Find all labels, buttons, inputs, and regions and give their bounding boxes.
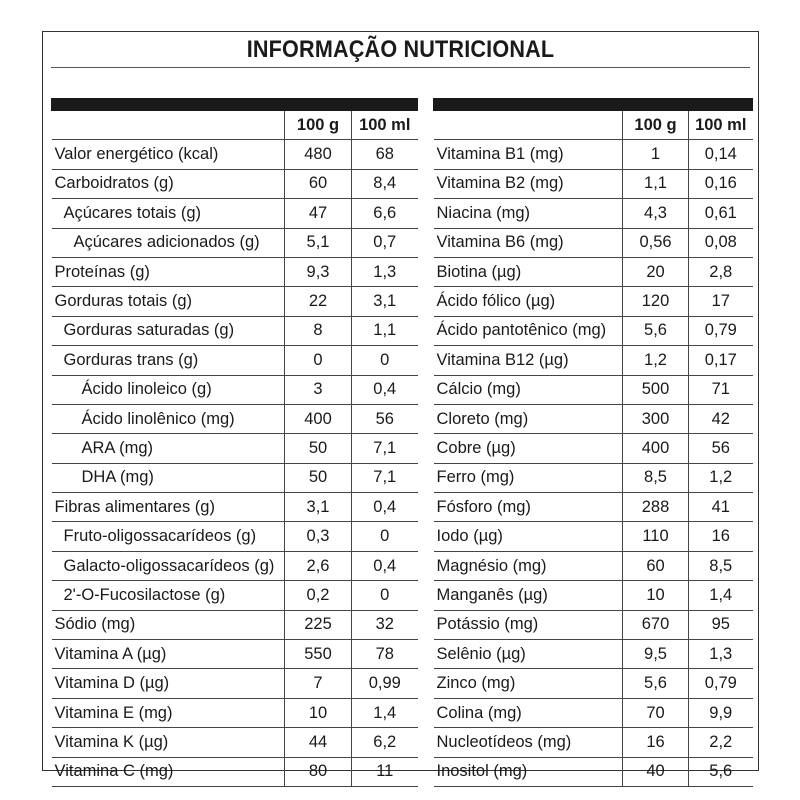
table-row <box>434 346 753 375</box>
table-row <box>52 669 418 698</box>
nutrient-name: ARA (mg) <box>52 434 285 463</box>
value-per-100ml: 0,79 <box>689 316 753 345</box>
table-row <box>52 169 418 198</box>
table-header <box>52 111 418 140</box>
nutrient-name: Iodo (µg) <box>434 522 623 551</box>
value-per-100g: 9,5 <box>623 640 689 669</box>
header-bar <box>52 99 418 111</box>
value-per-100ml: 9,9 <box>689 698 753 727</box>
table-row <box>52 404 418 433</box>
table-row <box>52 728 418 757</box>
nutrient-name: Nucleotídeos (mg) <box>434 728 623 757</box>
value-per-100ml: 11 <box>352 757 418 786</box>
column-header-100ml: 100 ml <box>689 111 753 140</box>
table-row <box>52 140 418 169</box>
value-per-100g: 288 <box>623 493 689 522</box>
nutrient-name: Cobre (µg) <box>434 434 623 463</box>
table-row <box>52 522 418 551</box>
value-per-100g: 1,1 <box>623 169 689 198</box>
nutrient-name: Ácido linolênico (mg) <box>52 404 285 433</box>
value-per-100g: 8 <box>285 316 352 345</box>
nutrient-name: 2'-O-Fucosilactose (g) <box>52 581 285 610</box>
table-row <box>52 346 418 375</box>
nutrient-name: Açúcares totais (g) <box>52 199 285 228</box>
value-per-100g: 5,1 <box>285 228 352 257</box>
nutrient-name: Vitamina D (µg) <box>52 669 285 698</box>
value-per-100ml: 8,5 <box>689 551 753 580</box>
value-per-100g: 300 <box>623 404 689 433</box>
value-per-100g: 400 <box>623 434 689 463</box>
nutrient-name: Cloreto (mg) <box>434 404 623 433</box>
value-per-100ml: 0,08 <box>689 228 753 257</box>
value-per-100ml: 0 <box>352 581 418 610</box>
table-row <box>434 287 753 316</box>
value-per-100g: 2,6 <box>285 551 352 580</box>
value-per-100ml: 0,16 <box>689 169 753 198</box>
table-row <box>52 434 418 463</box>
table-row <box>434 404 753 433</box>
table-row <box>434 434 753 463</box>
table-row <box>52 228 418 257</box>
value-per-100ml: 32 <box>352 610 418 639</box>
nutrient-name: Manganês (µg) <box>434 581 623 610</box>
table-row <box>52 610 418 639</box>
value-per-100g: 0,3 <box>285 522 352 551</box>
value-per-100g: 20 <box>623 257 689 286</box>
nutrient-name: Proteínas (g) <box>52 257 285 286</box>
table-row <box>52 316 418 345</box>
value-per-100ml: 0 <box>352 522 418 551</box>
value-per-100g: 480 <box>285 140 352 169</box>
value-per-100ml: 1,3 <box>689 640 753 669</box>
nutrient-name: Biotina (µg) <box>434 257 623 286</box>
nutrition-table-left <box>51 98 418 787</box>
value-per-100g: 500 <box>623 375 689 404</box>
value-per-100ml: 0,14 <box>689 140 753 169</box>
nutrient-name: Valor energético (kcal) <box>52 140 285 169</box>
value-per-100g: 44 <box>285 728 352 757</box>
value-per-100ml: 78 <box>352 640 418 669</box>
value-per-100g: 5,6 <box>623 316 689 345</box>
value-per-100g: 7 <box>285 669 352 698</box>
value-per-100g: 60 <box>623 551 689 580</box>
table-row <box>52 287 418 316</box>
table-row <box>434 140 753 169</box>
value-per-100ml: 42 <box>689 404 753 433</box>
value-per-100g: 70 <box>623 698 689 727</box>
table-row <box>434 610 753 639</box>
nutrient-name: Colina (mg) <box>434 698 623 727</box>
nutrient-name: Ácido linoleico (g) <box>52 375 285 404</box>
nutrient-name: Açúcares adicionados (g) <box>52 228 285 257</box>
value-per-100ml: 1,4 <box>689 581 753 610</box>
value-per-100g: 0,2 <box>285 581 352 610</box>
table-row <box>434 463 753 492</box>
value-per-100ml: 0,99 <box>352 669 418 698</box>
column-header-100g: 100 g <box>623 111 689 140</box>
nutrition-table-right <box>433 98 753 787</box>
nutrient-name: Vitamina K (µg) <box>52 728 285 757</box>
value-per-100g: 1 <box>623 140 689 169</box>
value-per-100g: 5,6 <box>623 669 689 698</box>
nutrient-name: Fruto-oligossacarídeos (g) <box>52 522 285 551</box>
column-header-100g: 100 g <box>285 111 352 140</box>
value-per-100g: 670 <box>623 610 689 639</box>
table-row <box>434 228 753 257</box>
value-per-100g: 225 <box>285 610 352 639</box>
value-per-100g: 10 <box>285 698 352 727</box>
value-per-100ml: 0,4 <box>352 375 418 404</box>
value-per-100g: 60 <box>285 169 352 198</box>
value-per-100g: 8,5 <box>623 463 689 492</box>
table-row <box>434 493 753 522</box>
page-title: INFORMAÇÃO NUTRICIONAL <box>246 36 555 63</box>
nutrient-name: Niacina (mg) <box>434 199 623 228</box>
value-per-100g: 550 <box>285 640 352 669</box>
value-per-100ml: 1,1 <box>352 316 418 345</box>
nutrient-name: Fibras alimentares (g) <box>52 493 285 522</box>
nutrient-name: Selênio (µg) <box>434 640 623 669</box>
value-per-100ml: 7,1 <box>352 463 418 492</box>
value-per-100ml: 1,4 <box>352 698 418 727</box>
nutrition-facts-panel <box>42 31 759 781</box>
nutrient-name: Ferro (mg) <box>434 463 623 492</box>
column-header-100ml: 100 ml <box>352 111 418 140</box>
table-row <box>434 169 753 198</box>
value-per-100g: 9,3 <box>285 257 352 286</box>
value-per-100ml: 6,2 <box>352 728 418 757</box>
nutrient-name: Inositol (mg) <box>434 757 623 786</box>
nutrient-name: Vitamina B12 (µg) <box>434 346 623 375</box>
value-per-100ml: 0,17 <box>689 346 753 375</box>
nutrient-name: Sódio (mg) <box>52 610 285 639</box>
value-per-100g: 3,1 <box>285 493 352 522</box>
value-per-100g: 110 <box>623 522 689 551</box>
nutrient-name: Vitamina C (mg) <box>52 757 285 786</box>
table-row <box>434 199 753 228</box>
value-per-100ml: 2,8 <box>689 257 753 286</box>
nutrient-name: Fósforo (mg) <box>434 493 623 522</box>
value-per-100g: 50 <box>285 463 352 492</box>
table-row <box>434 640 753 669</box>
nutrient-name: Potássio (mg) <box>434 610 623 639</box>
header-bar <box>434 99 753 111</box>
table-row <box>434 581 753 610</box>
value-per-100g: 10 <box>623 581 689 610</box>
value-per-100ml: 0,61 <box>689 199 753 228</box>
value-per-100ml: 0,79 <box>689 669 753 698</box>
value-per-100ml: 6,6 <box>352 199 418 228</box>
table-row <box>52 493 418 522</box>
title-divider <box>51 67 750 68</box>
nutrient-name: Vitamina B6 (mg) <box>434 228 623 257</box>
nutrient-name: Gorduras trans (g) <box>52 346 285 375</box>
nutrient-name: Magnésio (mg) <box>434 551 623 580</box>
value-per-100ml: 1,3 <box>352 257 418 286</box>
value-per-100g: 50 <box>285 434 352 463</box>
nutrient-name: Ácido pantotênico (mg) <box>434 316 623 345</box>
value-per-100g: 4,3 <box>623 199 689 228</box>
value-per-100ml: 7,1 <box>352 434 418 463</box>
table-row <box>434 757 753 786</box>
table-row <box>434 669 753 698</box>
table-header <box>434 111 753 140</box>
table-row <box>434 257 753 286</box>
table-row <box>52 640 418 669</box>
value-per-100ml: 1,2 <box>689 463 753 492</box>
value-per-100g: 0,56 <box>623 228 689 257</box>
table-row <box>434 698 753 727</box>
value-per-100ml: 0,7 <box>352 228 418 257</box>
value-per-100ml: 56 <box>689 434 753 463</box>
table-row <box>434 316 753 345</box>
nutrient-name: DHA (mg) <box>52 463 285 492</box>
value-per-100g: 1,2 <box>623 346 689 375</box>
value-per-100ml: 95 <box>689 610 753 639</box>
value-per-100ml: 41 <box>689 493 753 522</box>
nutrient-name: Gorduras saturadas (g) <box>52 316 285 345</box>
table-row <box>434 728 753 757</box>
table-row <box>434 551 753 580</box>
value-per-100g: 22 <box>285 287 352 316</box>
table-row <box>434 375 753 404</box>
value-per-100g: 400 <box>285 404 352 433</box>
value-per-100ml: 16 <box>689 522 753 551</box>
value-per-100g: 3 <box>285 375 352 404</box>
nutrient-name: Vitamina B1 (mg) <box>434 140 623 169</box>
value-per-100ml: 3,1 <box>352 287 418 316</box>
value-per-100g: 0 <box>285 346 352 375</box>
nutrient-name: Zinco (mg) <box>434 669 623 698</box>
value-per-100g: 16 <box>623 728 689 757</box>
nutrient-name: Carboidratos (g) <box>52 169 285 198</box>
value-per-100ml: 0 <box>352 346 418 375</box>
value-per-100g: 40 <box>623 757 689 786</box>
table-row <box>52 375 418 404</box>
table-row <box>434 522 753 551</box>
nutrient-name: Ácido fólico (µg) <box>434 287 623 316</box>
table-row <box>52 698 418 727</box>
nutrient-name: Galacto-oligossacarídeos (g) <box>52 551 285 580</box>
value-per-100ml: 17 <box>689 287 753 316</box>
value-per-100ml: 0,4 <box>352 551 418 580</box>
table-row <box>52 463 418 492</box>
value-per-100ml: 68 <box>352 140 418 169</box>
table-row <box>52 199 418 228</box>
table-row <box>52 257 418 286</box>
table-row <box>52 757 418 786</box>
value-per-100ml: 2,2 <box>689 728 753 757</box>
value-per-100ml: 0,4 <box>352 493 418 522</box>
value-per-100g: 47 <box>285 199 352 228</box>
value-per-100g: 120 <box>623 287 689 316</box>
value-per-100ml: 8,4 <box>352 169 418 198</box>
nutrient-name: Vitamina B2 (mg) <box>434 169 623 198</box>
table-row <box>52 581 418 610</box>
nutrient-name: Vitamina E (mg) <box>52 698 285 727</box>
nutrient-name: Cálcio (mg) <box>434 375 623 404</box>
nutrient-name: Gorduras totais (g) <box>52 287 285 316</box>
value-per-100ml: 56 <box>352 404 418 433</box>
table-row <box>52 551 418 580</box>
nutrient-name: Vitamina A (µg) <box>52 640 285 669</box>
value-per-100g: 80 <box>285 757 352 786</box>
value-per-100ml: 5,6 <box>689 757 753 786</box>
value-per-100ml: 71 <box>689 375 753 404</box>
